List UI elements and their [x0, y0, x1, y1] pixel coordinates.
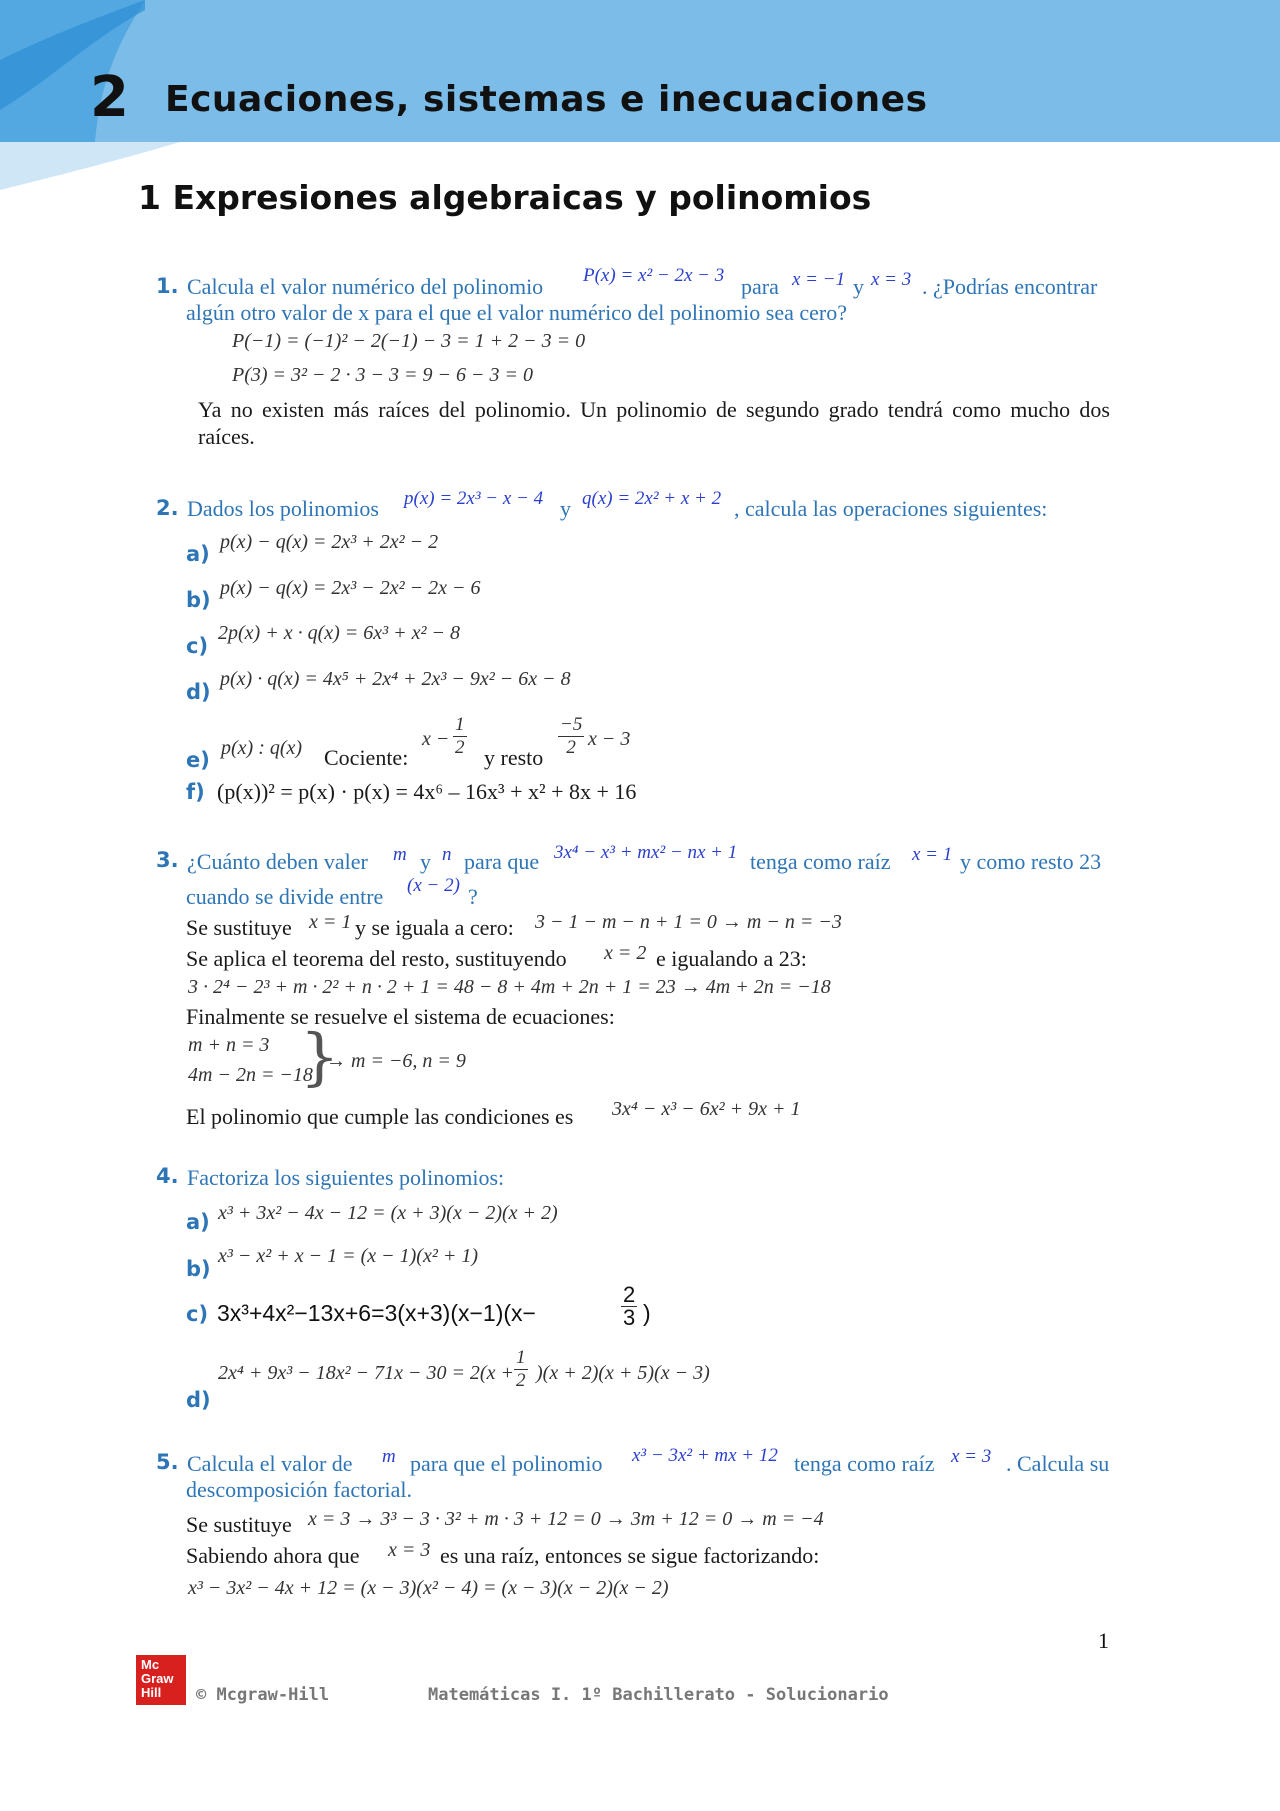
q2-f-result: (p(x))² = p(x) · p(x) = 4x⁶ – 16x³ + x² + 8x + 16	[217, 779, 637, 804]
q3-system-brace: }	[300, 1020, 340, 1093]
q5-text-polinomio: para que el polinomio	[410, 1451, 603, 1476]
q1-calc-2: P(3) = 3² − 2 · 3 − 3 = 9 − 6 − 3 = 0	[232, 364, 534, 386]
q2-e-quotient-prefix: x −	[422, 728, 450, 750]
q3-divisor: (x − 2)	[407, 875, 460, 896]
q3-step3-text: Finalmente se resuelve el sistema de ecuaciones:	[186, 1004, 615, 1029]
q2-e-cociente-label: Cociente:	[324, 745, 409, 770]
q4-number: 4.	[156, 1164, 179, 1188]
q2-d-label: d)	[186, 680, 211, 704]
q3-final-polynomial: 3x⁴ − x³ − 6x² + 9x + 1	[612, 1098, 801, 1120]
q3-text-y: y	[420, 849, 431, 874]
q1-polynomial: P(x) = x² − 2x − 3	[583, 265, 725, 286]
q5-text-end: . Calcula su	[1006, 1451, 1110, 1476]
q4-c-numerator: 2	[623, 1282, 636, 1307]
q1-text-y: y	[853, 274, 864, 299]
q4-a-label: a)	[186, 1210, 210, 1234]
q3-system-solution: → m = −6, n = 9	[326, 1050, 466, 1072]
q5-text: Calcula el valor de	[187, 1451, 353, 1476]
q2-e-quotient-numerator: 1	[455, 714, 465, 735]
q3-text-resto: y como resto 23	[960, 849, 1102, 874]
q3-m: m	[393, 844, 407, 865]
q2-e-quotient-fraction	[453, 714, 467, 759]
q2-text: Dados los polinomios	[187, 496, 379, 521]
q3-step1-text-end: y se iguala a cero:	[355, 915, 514, 940]
q2-text-y: y	[560, 496, 571, 521]
q4-c-result: 3x³+4x²−13x+6=3(x+3)(x−1)(x−	[217, 1300, 536, 1326]
q4-d-fraction	[514, 1347, 528, 1392]
q4-b-label: b)	[186, 1257, 211, 1281]
q4-c-denominator: 3	[623, 1305, 636, 1330]
q1-number: 1.	[156, 274, 179, 298]
q4-d-denominator: 2	[516, 1370, 526, 1391]
q3-n: n	[442, 844, 452, 865]
q1-x-three: x = 3	[871, 269, 912, 290]
q1-text-para: para	[741, 274, 779, 299]
q3-text: ¿Cuánto deben valer	[187, 849, 368, 874]
q2-b-result: p(x) − q(x) = 2x³ − 2x² − 2x − 6	[220, 577, 481, 599]
q2-e-remainder-suffix: x − 3	[588, 728, 631, 750]
q5-step1-text: Se sustituye	[186, 1512, 292, 1537]
q5-text-raiz: tenga como raíz	[794, 1451, 935, 1476]
q5-step1-equation: x = 3 → 3³ − 3 · 3² + m · 3 + 12 = 0 → 3m + 12 = 0 → m = −4	[308, 1508, 824, 1530]
q4-d-result-end: )(x + 2)(x + 5)(x − 3)	[536, 1362, 710, 1384]
page-number: 1	[1098, 1628, 1109, 1653]
q2-f-label: f)	[186, 780, 205, 804]
q3-system-eq2: 4m − 2n = −18	[188, 1064, 313, 1086]
q3-step2-text-end: e igualando a 23:	[656, 946, 807, 971]
q4-c-fraction	[621, 1284, 637, 1329]
q4-d-numerator: 1	[516, 1347, 526, 1368]
q2-a-label: a)	[186, 542, 210, 566]
q5-step2-x: x = 3	[388, 1539, 431, 1561]
footer-copyright: © Mcgraw-Hill	[196, 1685, 330, 1705]
q1-text-end: . ¿Podrías encontrar	[922, 274, 1098, 299]
section-title: 1 Expresiones algebraicas y polinomios	[138, 178, 872, 217]
q4-text: Factoriza los siguientes polinomios:	[187, 1165, 505, 1190]
q2-e-resto-label: y resto	[484, 745, 544, 770]
q5-m: m	[382, 1446, 396, 1467]
q4-b-result: x³ − x² + x − 1 = (x − 1)(x² + 1)	[218, 1245, 478, 1267]
q3-step4-text: El polinomio que cumple las condiciones es	[186, 1104, 574, 1129]
q2-a-result: p(x) − q(x) = 2x³ + 2x² − 2	[220, 531, 439, 553]
q2-e-remainder-fraction	[558, 714, 584, 759]
q5-text-line2: descomposición factorial.	[186, 1477, 413, 1502]
q3-number: 3.	[156, 848, 179, 872]
q2-d-result: p(x) · q(x) = 4x⁵ + 2x⁴ + 2x³ − 9x² − 6x − 8	[220, 668, 571, 690]
q1-text-line2: algún otro valor de x para el que el valor numérico del polinomio sea cero?	[186, 300, 847, 325]
q4-d-result: 2x⁴ + 9x³ − 18x² − 71x − 30 = 2(x +	[218, 1362, 514, 1384]
q2-e-label: e)	[186, 748, 210, 772]
q3-text-raiz: tenga como raíz	[750, 849, 891, 874]
q2-c-result: 2p(x) + x · q(x) = 6x³ + x² − 8	[218, 622, 461, 644]
q3-polynomial: 3x⁴ − x³ + mx² − nx + 1	[554, 842, 738, 863]
q3-step2-equation: 3 · 2⁴ − 2³ + m · 2² + n · 2 + 1 = 48 − 8 + 4m + 2n + 1 = 23 → 4m + 2n = −18	[188, 976, 831, 998]
q5-factorization: x³ − 3x² − 4x + 12 = (x − 3)(x² − 4) = (x − 3)(x − 2)(x − 2)	[188, 1577, 669, 1599]
chapter-number: 2	[90, 65, 129, 130]
mcgraw-hill-logo: Mc Graw Hill	[136, 1655, 186, 1705]
q5-step2-text: Sabiendo ahora que	[186, 1543, 360, 1568]
q1-text: Calcula el valor numérico del polinomio	[187, 274, 544, 299]
q2-c-label: c)	[186, 634, 209, 658]
q4-c-label: c)	[186, 1302, 209, 1326]
q2-e-expression: p(x) : q(x)	[221, 737, 303, 759]
q1-x-minus-one: x = −1	[792, 269, 846, 290]
q2-q-polynomial: q(x) = 2x² + x + 2	[582, 488, 722, 509]
q5-step2-text-end: es una raíz, entonces se sigue factorizando:	[440, 1543, 820, 1568]
q1-calc-1: P(−1) = (−1)² − 2(−1) − 3 = 1 + 2 − 3 = 0	[232, 330, 586, 352]
q3-step2-text: Se aplica el teorema del resto, sustituyendo	[186, 946, 567, 971]
q2-e-remainder-denominator: 2	[566, 737, 576, 758]
q3-system-eq1: m + n = 3	[188, 1034, 270, 1056]
q2-e-quotient-denominator: 2	[455, 737, 465, 758]
q3-text-para-que: para que	[464, 849, 540, 874]
q2-b-label: b)	[186, 588, 211, 612]
q5-polynomial: x³ − 3x² + mx + 12	[632, 1445, 778, 1466]
q4-c-close: )	[643, 1300, 651, 1326]
q5-number: 5.	[156, 1450, 179, 1474]
q4-a-result: x³ + 3x² − 4x − 12 = (x + 3)(x − 2)(x + 2)	[218, 1202, 558, 1224]
chapter-title: Ecuaciones, sistemas e inecuaciones	[165, 79, 928, 120]
q3-step2-x: x = 2	[604, 942, 647, 964]
q2-p-polynomial: p(x) = 2x³ − x − 4	[404, 488, 544, 509]
q3-step1-x: x = 1	[309, 911, 352, 933]
q3-root: x = 1	[912, 844, 953, 865]
q5-root: x = 3	[951, 1446, 992, 1467]
q3-text-line2: cuando se divide entre	[186, 884, 384, 909]
q3-step1-text: Se sustituye	[186, 915, 292, 940]
q4-d-label: d)	[186, 1388, 211, 1412]
q3-step1-equation: 3 − 1 − m − n + 1 = 0 → m − n = −3	[535, 911, 842, 933]
q3-question-mark: ?	[468, 884, 478, 909]
q2-number: 2.	[156, 496, 179, 520]
q2-e-remainder-numerator: −5	[560, 714, 583, 735]
footer-book-title: Matemáticas I. 1º Bachillerato - Solucionario	[428, 1685, 889, 1705]
q2-text-end: , calcula las operaciones siguientes:	[734, 496, 1048, 521]
q1-answer: Ya no existen más raíces del polinomio. Un polinomio de segundo grado tendrá como mucho dos raíces.	[198, 397, 1110, 449]
